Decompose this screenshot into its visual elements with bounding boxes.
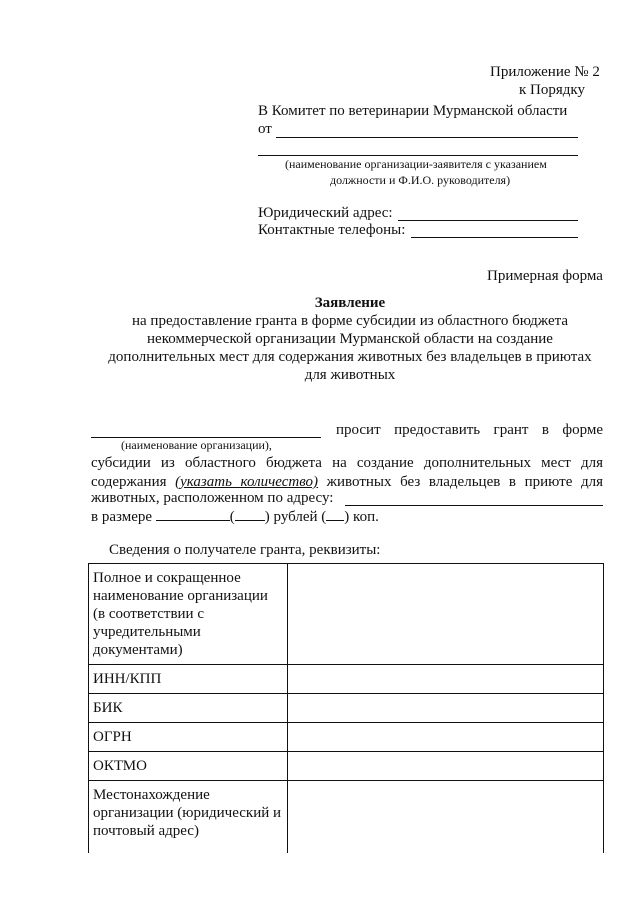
title-line-4: для животных xyxy=(304,367,396,383)
address-field[interactable] xyxy=(345,505,603,506)
appendix-order: к Порядку xyxy=(519,82,585,98)
from-underline-2[interactable] xyxy=(258,155,578,156)
rubles-label: рублей ( xyxy=(273,509,327,525)
legal-address-field[interactable] xyxy=(398,220,578,221)
row-label: Местонахождение организации (юридический и почтовый адрес) xyxy=(89,781,288,853)
table-row xyxy=(89,752,604,781)
row-value[interactable] xyxy=(288,781,604,853)
row-label: ИНН/КПП xyxy=(89,665,288,694)
row-label: ОГРН xyxy=(89,723,288,752)
title-line-3: дополнительных мест для содержания животных без владельцев в приютах xyxy=(108,349,592,365)
amount-paren-close: ) xyxy=(264,509,270,525)
row-label: ОКТМО xyxy=(89,752,288,781)
legal-address-label: Юридический адрес: xyxy=(258,205,393,221)
title-line-2: некоммерческой организации Мурманской области на создание xyxy=(147,331,553,347)
appendix-number: Приложение № 2 xyxy=(490,64,600,80)
title-line-1: на предоставление гранта в форме субсидии из областного бюджета xyxy=(132,313,568,329)
kopecks-label: ) коп. xyxy=(344,509,379,525)
org-hint-line2: должности и Ф.И.О. руководителя) xyxy=(330,173,511,187)
addressee-committee: В Комитет по ветеринарии Мурманской области xyxy=(258,103,568,119)
amount-digits-field[interactable] xyxy=(156,508,230,521)
body-line-4: животных, расположенном по адресу: xyxy=(91,490,334,506)
row-label: Полное и сокращенное наименование организации (в соответствии с учредительными документами) xyxy=(89,564,288,665)
requisites-table xyxy=(88,563,604,853)
body-line-3-pre: содержания xyxy=(91,474,167,490)
table-row xyxy=(89,781,604,853)
row-value[interactable] xyxy=(288,564,604,665)
phones-field[interactable] xyxy=(411,237,578,238)
body-line-3-post: животных без владельцев в приюте для xyxy=(326,474,603,490)
amount-row xyxy=(91,508,379,526)
kopecks-field[interactable] xyxy=(326,508,344,521)
organization-name-hint: (наименование организации), xyxy=(121,438,272,452)
form-label: Примерная форма xyxy=(487,268,603,284)
row-value[interactable] xyxy=(288,723,604,752)
requisites-heading: Сведения о получателе гранта, реквизиты: xyxy=(109,542,381,558)
row-value[interactable] xyxy=(288,694,604,723)
table-row xyxy=(89,665,604,694)
request-text: просит предоставить грант в форме xyxy=(336,422,603,438)
table-row xyxy=(89,564,604,665)
row-label: БИК xyxy=(89,694,288,723)
row-value[interactable] xyxy=(288,665,604,694)
amount-paren-open: ( xyxy=(229,509,235,525)
from-underline[interactable] xyxy=(276,137,578,138)
amount-words-field[interactable] xyxy=(235,508,265,521)
table-row xyxy=(89,694,604,723)
org-hint-line1: (наименование организации-заявителя с указанием xyxy=(285,157,547,171)
table-row xyxy=(89,723,604,752)
quantity-placeholder[interactable]: (указать количество) xyxy=(175,474,319,490)
document-title: Заявление xyxy=(314,295,386,311)
body-line-2: субсидии из областного бюджета на создание дополнительных мест для xyxy=(91,455,603,471)
from-label: от xyxy=(258,121,272,137)
row-value[interactable] xyxy=(288,752,604,781)
amount-label: в размере xyxy=(91,509,153,525)
phones-label: Контактные телефоны: xyxy=(258,222,406,238)
